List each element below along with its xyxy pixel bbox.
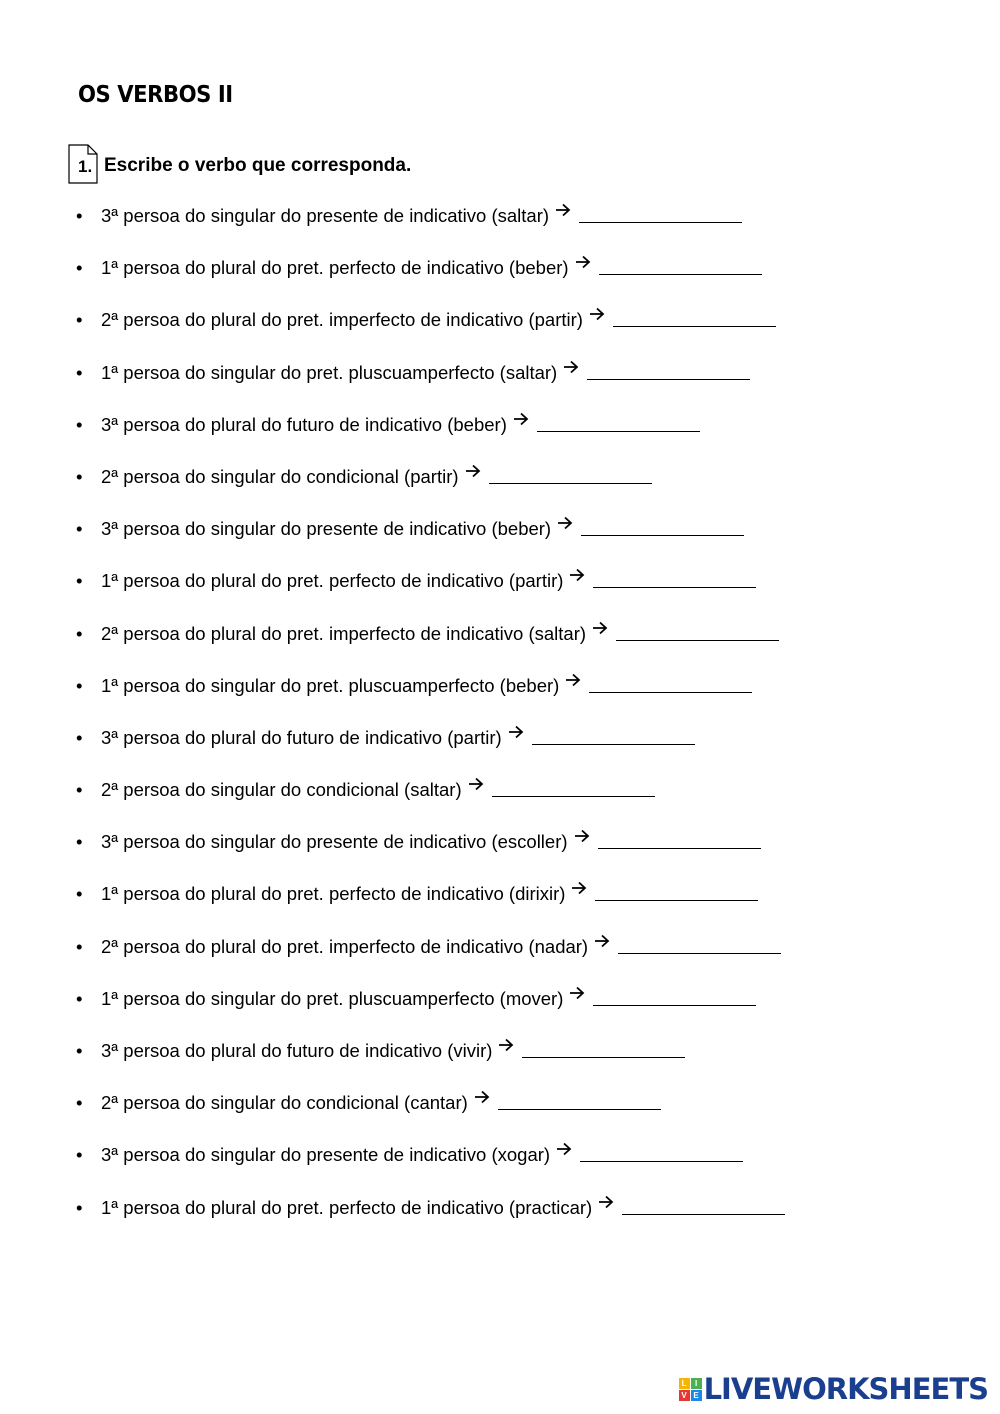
bullet-icon: • [76,987,83,1009]
list-item [76,202,785,254]
bullet-icon: • [76,935,83,957]
answer-blank[interactable] [537,411,700,432]
list-item [76,620,785,672]
exercise-item-list [76,202,785,1246]
list-item [76,463,785,515]
item-prompt: 1ª persoa do plural do pret. perfecto de indicativo (practicar) [101,1196,593,1218]
answer-blank[interactable] [595,880,758,901]
answer-blank[interactable] [489,463,652,484]
list-item [76,411,785,463]
item-prompt: 3ª persoa do singular do presente de indicativo (escoller) [101,831,568,853]
item-prompt: 2ª persoa do singular do condicional (cantar) [101,1092,468,1114]
arrow-right-icon [508,725,524,739]
list-item [76,1089,785,1141]
document-icon [68,144,98,184]
arrow-right-icon [598,1195,614,1209]
bullet-icon: • [76,518,83,540]
arrow-right-icon [513,412,529,426]
list-item [76,933,785,985]
item-prompt: 3ª persoa do plural do futuro de indicativo (vivir) [101,1040,493,1061]
item-prompt: 1ª persoa do plural do pret. perfecto de indicativo (dirixir) [101,883,566,905]
bullet-icon: • [76,779,83,801]
list-item [76,254,785,306]
arrow-right-icon [569,986,585,1000]
bullet-icon: • [76,831,83,853]
page-title: OS VERBOS II [78,82,233,108]
arrow-right-icon [498,1038,514,1052]
list-item [76,672,785,724]
answer-blank[interactable] [599,254,762,275]
answer-blank[interactable] [598,828,761,849]
item-prompt: 1ª persoa do singular do pret. pluscuamperfecto (saltar) [101,361,558,383]
logo-mark-tile: E [691,1390,702,1401]
item-prompt: 2ª persoa do plural do pret. imperfecto de indicativo (nadar) [101,935,589,957]
arrow-right-icon [571,881,587,895]
list-item [76,306,785,358]
list-item [76,985,785,1037]
list-item [76,724,785,776]
arrow-right-icon [592,621,608,635]
item-prompt: 3ª persoa do singular do presente de indicativo (beber) [101,518,552,540]
arrow-right-icon [557,516,573,530]
list-item [76,1194,785,1246]
answer-blank[interactable] [618,933,781,954]
logo-text: LIVEWORKSHEETS [703,1372,988,1406]
item-prompt: 3ª persoa do plural do futuro de indicativo (partir) [101,726,502,748]
arrow-right-icon [569,568,585,582]
answer-blank[interactable] [580,1141,743,1162]
arrow-right-icon [468,777,484,791]
arrow-right-icon [465,464,481,478]
arrow-right-icon [589,307,605,321]
logo-mark-tile: V [679,1390,690,1401]
bullet-icon: • [76,1040,83,1061]
item-prompt: 3ª persoa do singular do presente de indicativo (xogar) [101,1144,551,1166]
list-item [76,880,785,932]
list-item [76,567,785,619]
answer-blank[interactable] [593,985,756,1006]
answer-blank[interactable] [498,1089,661,1110]
exercise-instruction: Escribe o verbo que corresponda. [104,155,412,176]
item-prompt: 2ª persoa do singular do condicional (partir) [101,465,459,487]
exercise-header [68,143,411,185]
item-prompt: 1ª persoa do plural do pret. perfecto de indicativo (partir) [101,570,564,592]
answer-blank[interactable] [613,306,776,327]
answer-blank[interactable] [622,1194,785,1215]
bullet-icon: • [76,309,83,331]
bullet-icon: • [76,674,83,696]
bullet-icon: • [76,1092,83,1114]
arrow-right-icon [594,934,610,948]
item-prompt: 1ª persoa do plural do pret. perfecto de indicativo (beber) [101,257,569,279]
answer-blank[interactable] [593,567,756,588]
answer-blank[interactable] [579,202,742,223]
arrow-right-icon [574,829,590,843]
answer-blank[interactable] [589,672,752,693]
answer-blank[interactable] [587,359,750,380]
exercise-number: 1. [78,157,93,176]
arrow-right-icon [474,1090,490,1104]
list-item [76,359,785,411]
bullet-icon: • [76,257,83,279]
item-prompt: 3ª persoa do plural do futuro de indicativo (beber) [101,413,507,435]
logo-mark-tile: I [691,1378,702,1389]
bullet-icon: • [76,465,83,487]
item-prompt: 2ª persoa do plural do pret. imperfecto de indicativo (saltar) [101,622,587,644]
arrow-right-icon [563,360,579,374]
list-item [76,776,785,828]
bullet-icon: • [76,1196,83,1218]
item-prompt: 1ª persoa do singular do pret. pluscuamperfecto (mover) [101,987,564,1009]
logo-mark-tile: L [679,1378,690,1389]
list-item [76,515,785,567]
answer-blank[interactable] [522,1037,685,1058]
bullet-icon: • [76,205,83,226]
bullet-icon: • [76,622,83,644]
arrow-right-icon [575,255,591,269]
item-prompt: 2ª persoa do plural do pret. imperfecto de indicativo (partir) [101,309,583,331]
answer-blank[interactable] [581,515,744,536]
item-prompt: 2ª persoa do singular do condicional (saltar) [101,779,462,801]
list-item [76,1037,785,1089]
bullet-icon: • [76,361,83,383]
bullet-icon: • [76,1144,83,1166]
item-prompt: 1ª persoa do singular do pret. pluscuamperfecto (beber) [101,674,560,696]
list-item [76,1141,785,1193]
arrow-right-icon [565,673,581,687]
list-item [76,828,785,880]
bullet-icon: • [76,726,83,748]
answer-blank[interactable] [532,724,695,745]
liveworksheets-logo [679,1372,988,1406]
bullet-icon: • [76,413,83,435]
arrow-right-icon [555,203,571,217]
bullet-icon: • [76,883,83,905]
item-prompt: 3ª persoa do singular do presente de indicativo (saltar) [101,205,550,226]
arrow-right-icon [556,1142,572,1156]
answer-blank[interactable] [616,620,779,641]
logo-mark-icon [679,1378,702,1401]
bullet-icon: • [76,570,83,592]
answer-blank[interactable] [492,776,655,797]
